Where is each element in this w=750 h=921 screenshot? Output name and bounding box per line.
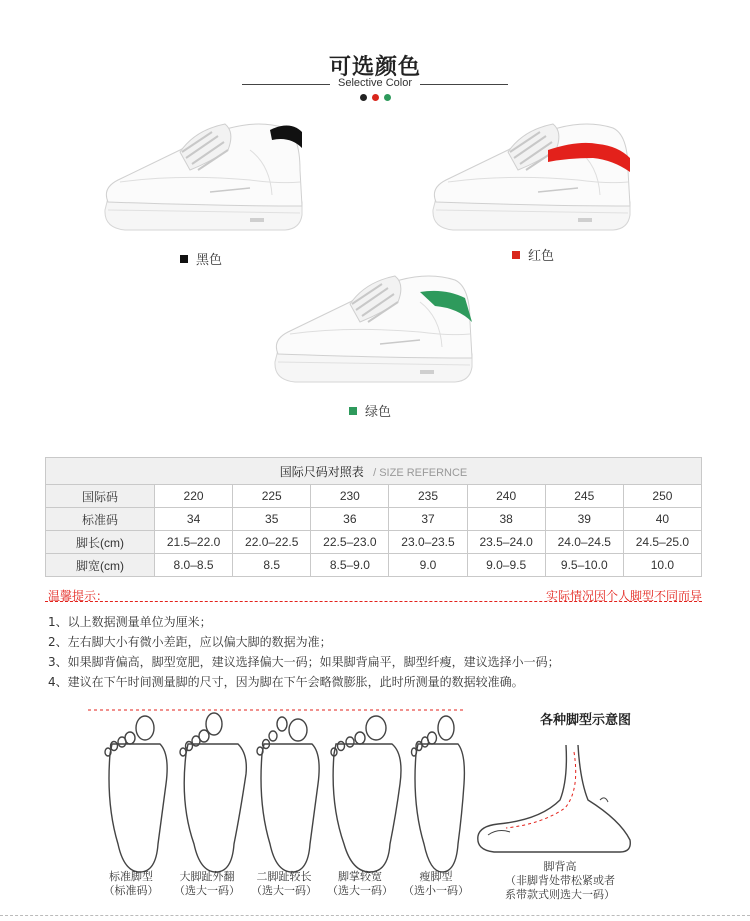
table-cell: 35: [233, 508, 311, 531]
foot-type-advice: （选小一码）: [403, 884, 469, 897]
notice-divider: [45, 601, 702, 602]
foot-type-bunion: [168, 870, 246, 898]
table-row: [46, 554, 702, 577]
foot-type-name: 脚掌较宽: [338, 870, 382, 883]
table-cell: 39: [545, 508, 623, 531]
table-cell: 220: [155, 485, 233, 508]
color-label-red: 红色: [528, 249, 555, 264]
table-cell: 250: [623, 485, 701, 508]
table-cell: 34: [155, 508, 233, 531]
slim-foot-icon: [412, 716, 465, 872]
table-cell: 22.0–22.5: [233, 531, 311, 554]
instep-advice-1: （非脚背处带松紧或者: [505, 874, 615, 887]
row-header: 脚宽(cm): [46, 554, 155, 577]
red-dot: [372, 94, 379, 101]
table-cell: 36: [311, 508, 389, 531]
tip-item: 2、左右脚大小有微小差距，应以偏大脚的数据为准；: [48, 635, 332, 649]
color-option-black[interactable]: [180, 249, 222, 268]
foot-type-wide: [322, 870, 398, 898]
size-table-title: 国际尺码对照表: [279, 464, 364, 479]
tip-item: 1、以上数据测量单位为厘米；: [48, 615, 212, 629]
row-header: 脚长(cm): [46, 531, 155, 554]
table-cell: 22.5–23.0: [311, 531, 389, 554]
foot-type-name: 二脚趾较长: [256, 870, 312, 883]
black-swatch: [180, 255, 188, 263]
table-cell: 9.0: [389, 554, 467, 577]
bottom-divider: [0, 915, 750, 916]
row-header: 标准码: [46, 508, 155, 531]
foot-type-advice: （选大一码）: [174, 884, 240, 897]
bunion-foot-icon: [180, 713, 246, 872]
table-cell: 40: [623, 508, 701, 531]
foot-type-advice: （标准码）: [103, 884, 159, 897]
wide-foot-icon: [331, 716, 401, 872]
tip-item: 4、建议在下午时间测量脚的尺寸，因为脚在下午会略微膨胀，此时所测量的数据较准确。: [48, 675, 524, 689]
foot-types-illustration: [88, 704, 468, 874]
red-shoe-image: [428, 110, 633, 235]
table-cell: 8.5–9.0: [311, 554, 389, 577]
table-cell: 230: [311, 485, 389, 508]
foot-types-diagram-title: 各种脚型示意图: [540, 713, 632, 728]
table-cell: 8.5: [233, 554, 311, 577]
table-row: [46, 531, 702, 554]
table-cell: 21.5–22.0: [155, 531, 233, 554]
green-swatch: [349, 407, 357, 415]
foot-type-slim: [398, 870, 474, 898]
disclaimer-text: 实际情况因个人脚型不同而异: [545, 589, 702, 603]
size-reference-table: [45, 457, 702, 577]
black-shoe-image: [100, 110, 305, 235]
foot-type-name: 标准脚型: [109, 870, 153, 883]
green-dot: [384, 94, 391, 101]
table-cell: 24.5–25.0: [623, 531, 701, 554]
green-shoe-image: [270, 262, 475, 387]
row-header: 国际码: [46, 485, 155, 508]
instep-advice-2: 系带款式则选大一码）: [505, 888, 615, 901]
high-instep-foot-icon: [470, 740, 640, 858]
color-label-black: 黑色: [196, 253, 223, 268]
size-table-title-en: / SIZE REFERNCE: [373, 466, 468, 479]
table-cell: 240: [467, 485, 545, 508]
foot-type-name: 大脚趾外翻: [179, 870, 235, 883]
color-label-green: 绿色: [365, 405, 392, 420]
foot-type-long-toe: [246, 870, 322, 898]
foot-type-standard: [96, 870, 166, 898]
table-cell: 24.0–24.5: [545, 531, 623, 554]
warm-tip-label: 温馨提示：: [48, 589, 109, 603]
red-swatch: [512, 251, 520, 259]
page-title: 可选颜色: [328, 55, 421, 80]
table-cell: 235: [389, 485, 467, 508]
black-dot: [360, 94, 367, 101]
foot-type-advice: （选大一码）: [327, 884, 393, 897]
table-cell: 38: [467, 508, 545, 531]
color-option-red[interactable]: [512, 245, 554, 264]
table-cell: 23.0–23.5: [389, 531, 467, 554]
instep-title: 脚背高: [543, 860, 577, 873]
long-second-toe-foot-icon: [257, 717, 319, 872]
table-cell: 9.0–9.5: [467, 554, 545, 577]
instep-caption: [490, 860, 630, 902]
standard-foot-icon: [105, 716, 167, 872]
tips-list: [48, 612, 560, 692]
table-cell: 10.0: [623, 554, 701, 577]
foot-type-advice: （选大一码）: [251, 884, 317, 897]
tip-item: 3、如果脚背偏高，脚型宽肥，建议选择偏大一码；如果脚背扁平，脚型纤瘦，建议选择小一码；: [48, 655, 560, 669]
table-cell: 8.0–8.5: [155, 554, 233, 577]
table-cell: 225: [233, 485, 311, 508]
page-subtitle: Selective Color: [338, 77, 412, 89]
table-row: [46, 485, 702, 508]
size-table-header: [46, 458, 702, 485]
table-cell: 37: [389, 508, 467, 531]
foot-type-name: 瘦脚型: [419, 870, 453, 883]
table-row: [46, 508, 702, 531]
table-cell: 245: [545, 485, 623, 508]
table-cell: 23.5–24.0: [467, 531, 545, 554]
table-cell: 9.5–10.0: [545, 554, 623, 577]
color-option-green[interactable]: [349, 401, 391, 420]
